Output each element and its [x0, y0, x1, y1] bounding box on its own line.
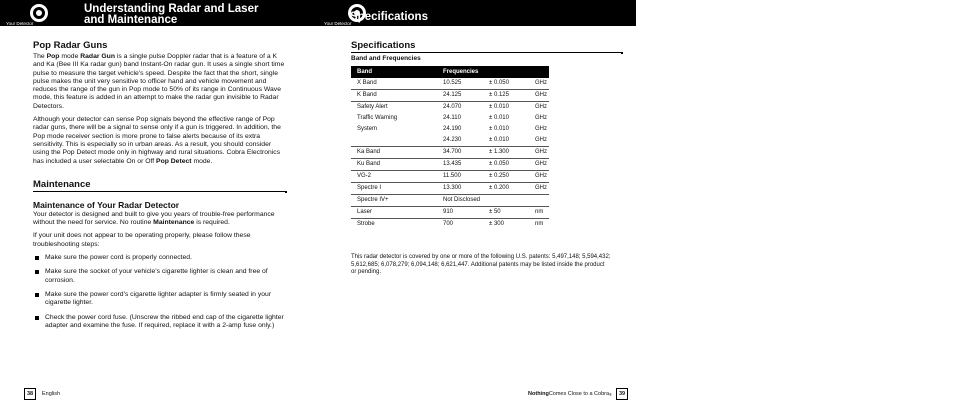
table-cell-freq: 24.070 [437, 102, 483, 114]
patents-text: This radar detector is covered by one or more of the following U.S. patents: 5,497,148; 5,594,432; 5,612,685; 6,078,279; 6,094,148; 6,621,447. Additional patents may be listed inside the product or pending. [351, 254, 611, 276]
specifications-heading: Specifications [351, 40, 621, 53]
table-cell-freq: Not Disclosed [437, 195, 549, 207]
right-footer [528, 388, 628, 400]
table-cell-band: Laser [351, 207, 437, 219]
table-cell-band: Spectre IV+ [351, 195, 437, 207]
table-row [351, 113, 549, 124]
table-cell-tol: ± 50 [483, 207, 529, 219]
table-cell-freq: 910 [437, 207, 483, 219]
frequency-table [351, 66, 549, 230]
table-cell-freq: 11.500 [437, 171, 483, 183]
maintenance-heading: Maintenance [33, 179, 285, 192]
table-cell-band: Strobe [351, 219, 437, 231]
table-cell-tol: ± 0.010 [489, 137, 509, 143]
list-item: Make sure the power cord is properly connected. [33, 254, 285, 262]
footer-slogan: Comes Close to a Cobra [548, 391, 610, 397]
pop-paragraph-2: Although your detector can sense Pop signals beyond the effective range of Pop radar guns, there will be a signal to sense only if a gun is triggered. In addition, the Pop mode receiver section is more prone to false alerts because of its extra sensitivity. This is especially so in urban areas. As a result, you should consider using the Pop Detect mode only in highway and rural situations. Cobra Electronics has included a user selectable On or Off Pop Detect mode. [33, 116, 281, 165]
table-cell-band: VG-2 [351, 171, 437, 183]
right-header [318, 0, 636, 26]
header-tag: Your Detector [6, 21, 34, 26]
footer-language: English [42, 391, 61, 397]
page-number: 39 [616, 388, 628, 400]
page-title: Understanding Radar and Laser and Maintenance [84, 3, 259, 26]
list-item: Make sure the power cord's cigarette lighter adapter is firmly seated in your cigarette lighter. [33, 291, 285, 308]
table-cell-band [351, 135, 437, 147]
column-header [529, 66, 549, 78]
maintenance-paragraph-2: If your unit does not appear to be operating properly, please follow these troubleshooting steps: [33, 232, 251, 248]
table-row [351, 159, 549, 171]
table-cell-freq: 13.300 [437, 183, 483, 195]
table-cell-unit: GHz [535, 126, 547, 132]
table-cell-unit: GHz [529, 183, 549, 195]
table-cell-unit: GHz [529, 147, 549, 159]
table-cell-tol: ± 1.300 [483, 147, 529, 159]
table-row [351, 219, 549, 231]
table-cell-unit: nm [529, 207, 549, 219]
left-header [0, 0, 318, 26]
table-cell-band: Traffic Warning [357, 115, 398, 121]
table-cell-unit: GHz [529, 90, 549, 102]
footer-brand: Nothing [528, 391, 549, 397]
pop-heading: Pop Radar Guns [33, 40, 108, 51]
table-cell-tol: ± 0.010 [489, 115, 509, 121]
table-cell-tol: ± 0.250 [483, 171, 529, 183]
patents-note [351, 254, 611, 282]
pop-paragraph-1: The Pop mode Radar Gun is a single pulse Doppler radar that is a feature of a K and Ka (Bee III Ka radar gun) band Instant-On radar gun. It uses a single short time pulse to measure the target vehicle's speed. Despite the fact that the short, single pulse makes the unit very sensitive to officer hand and vehicle movement and reduces the range of the gun in Pop mode to 50% of its range in Continuous Wave mode, this feature is added in an attempt to make the radar gun invisible to Radar Detectors. [33, 53, 285, 110]
table-cell-unit: GHz [529, 171, 549, 183]
table-label: Band and Frequencies [351, 55, 421, 62]
right-page [318, 0, 636, 420]
table-cell-tol: ± 0.010 [489, 126, 509, 132]
left-column [33, 40, 285, 336]
left-footer [24, 388, 60, 400]
table-cell-unit: GHz [529, 102, 549, 114]
table-row [351, 135, 549, 147]
table-row [351, 183, 549, 195]
page-title: Specifications [350, 11, 428, 23]
table-cell-tol: ± 0.200 [483, 183, 529, 195]
column-header: Frequencies [437, 66, 483, 78]
table-cell-tol: ± 0.125 [483, 90, 529, 102]
page-number: 38 [24, 388, 36, 400]
table-cell-freq: 700 [437, 219, 483, 231]
maintenance-paragraph-1: Your detector is designed and built to give you years of trouble-free performance without the need for service. No routine Maintenance is required. [33, 210, 275, 227]
table-cell-band: K Band [351, 90, 437, 102]
table-row [351, 90, 549, 102]
table-cell-band: Safety Alert [351, 102, 437, 114]
table-cell-band: Ku Band [351, 159, 437, 171]
table-cell-unit: GHz [535, 80, 547, 86]
table-row [351, 124, 549, 135]
list-item: Check the power cord fuse. (Unscrew the ribbed end cap of the cigarette lighter adapter and examine the fuse. If required, replace it with a 2-amp fuse only.) [33, 314, 285, 331]
table-row [351, 78, 549, 90]
table-cell-unit: GHz [535, 115, 547, 121]
left-page [0, 0, 318, 420]
table-cell-freq: 34.700 [437, 147, 483, 159]
table-cell-unit: nm [529, 219, 549, 231]
table-cell-band: X Band [357, 80, 377, 86]
footer-registered: ® [609, 391, 612, 397]
detector-icon [6, 2, 46, 26]
maintenance-subheading: Maintenance of Your Radar Detector [33, 199, 180, 210]
column-header: Band [351, 66, 437, 78]
table-cell-freq: 10.525 [443, 80, 462, 86]
table-cell-tol: ± 0.050 [483, 159, 529, 171]
table-row [351, 171, 549, 183]
table-cell-unit: GHz [535, 137, 547, 143]
header-tag: Your Detector [324, 21, 352, 26]
table-row [351, 147, 549, 159]
table-cell-band: Ka Band [351, 147, 437, 159]
table-cell-freq: 24.230 [443, 137, 462, 143]
table-cell-unit: GHz [529, 159, 549, 171]
table-cell-freq: 13.435 [437, 159, 483, 171]
table-cell-tol: ± 0.050 [489, 80, 509, 86]
table-cell-tol: ± 300 [483, 219, 529, 231]
table-cell-freq: 24.110 [443, 115, 461, 121]
table-cell-band: System [357, 126, 378, 132]
right-column [351, 40, 621, 230]
list-item: Make sure the socket of your vehicle's cigarette lighter is clean and free of corrosion. [33, 268, 285, 285]
table-cell-freq: 24.190 [443, 126, 462, 132]
table-cell-tol: ± 0.010 [483, 102, 529, 114]
troubleshooting-list [33, 254, 285, 330]
table-cell-freq: 24.125 [437, 90, 483, 102]
column-header [483, 66, 529, 78]
table-row [351, 195, 549, 207]
table-row [351, 102, 549, 114]
table-cell-band: Spectre I [351, 183, 437, 195]
table-row [351, 207, 549, 219]
